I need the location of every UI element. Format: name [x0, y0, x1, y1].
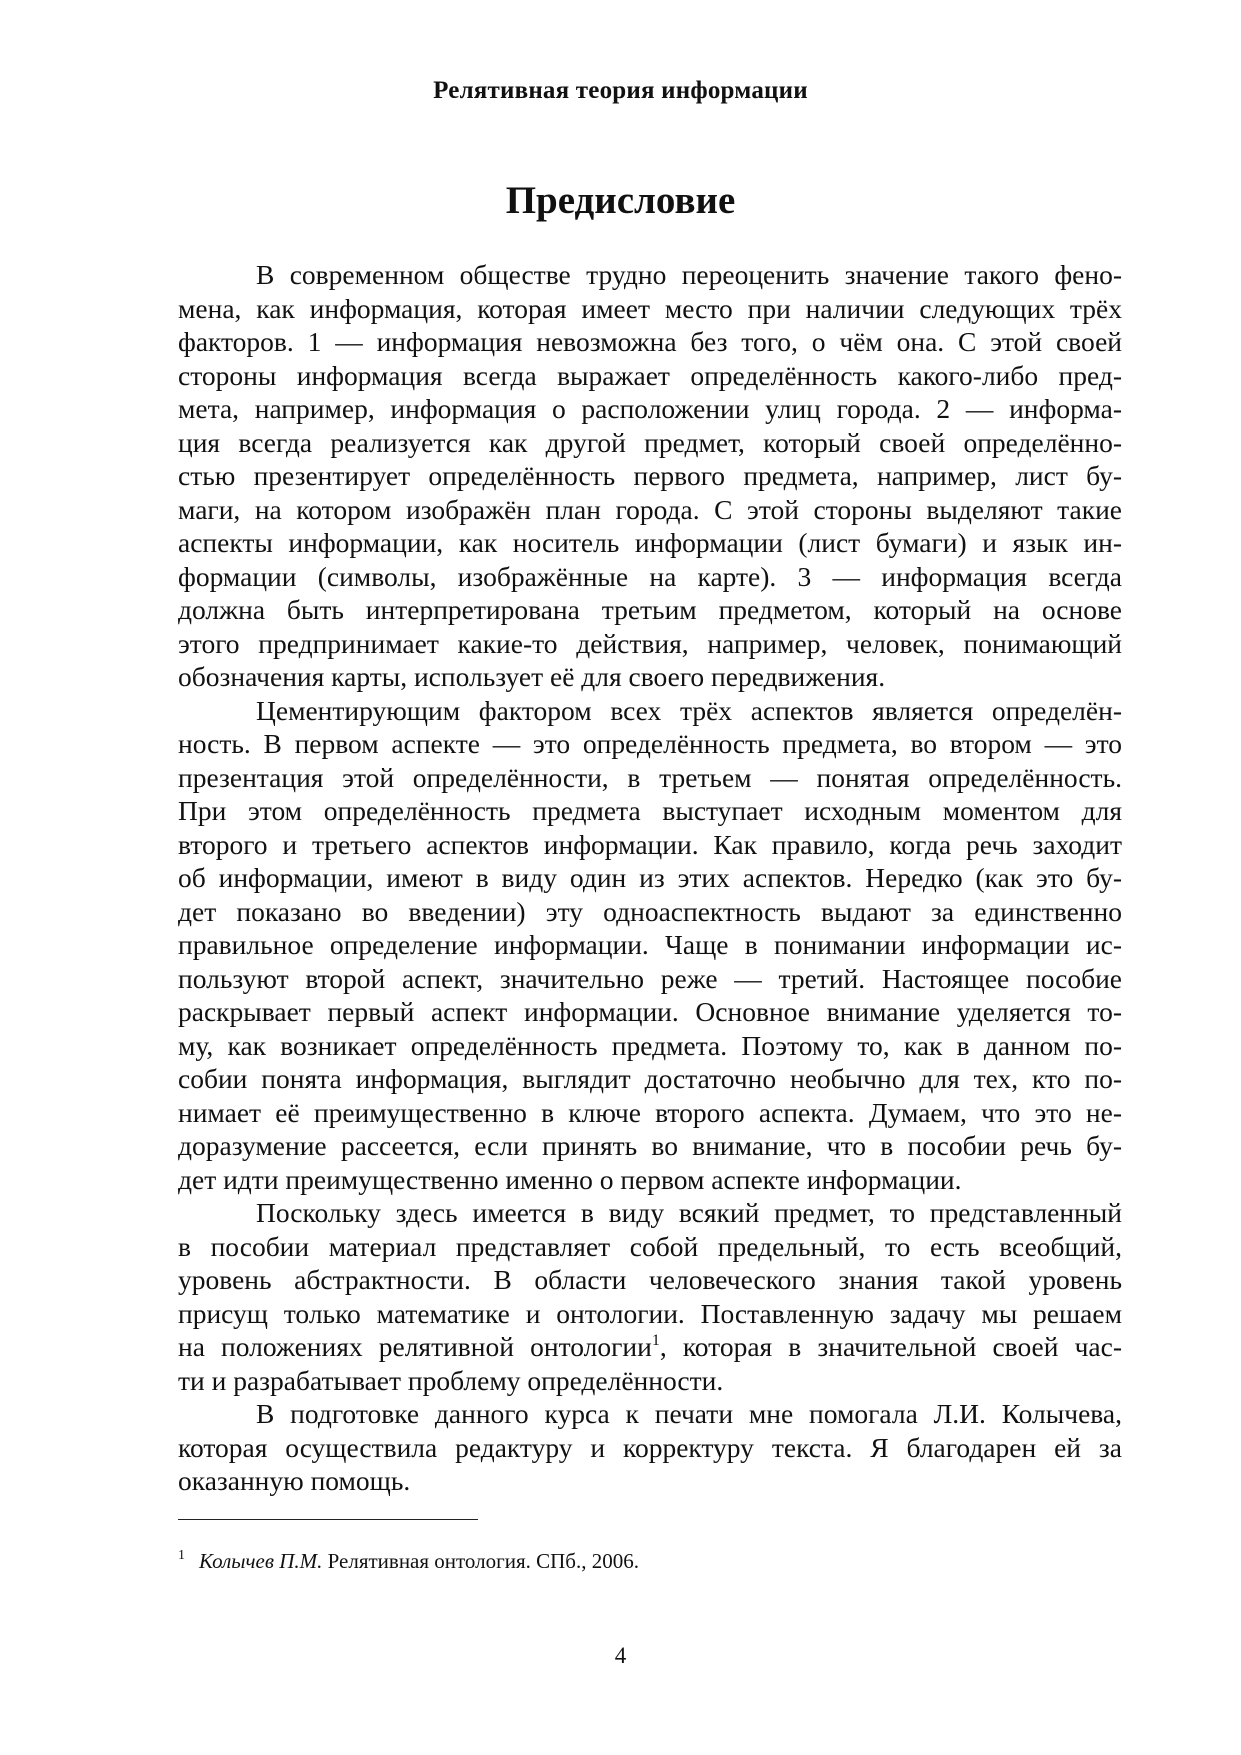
paragraph-line: доразумение рассеется, если принять во внимание, что в пособии речь бу-	[178, 1130, 1122, 1161]
paragraph-line: стороны информация всегда выражает определённость какого-либо пред-	[178, 359, 1122, 391]
paragraph-line: му, как возникает определённость предмета. Поэтому то, как в данном по-	[178, 1029, 1122, 1061]
note-line-end: , которая в значительной своей час-	[659, 1331, 1122, 1362]
main-text	[178, 258, 1122, 1498]
paragraph-line: раскрывает первый аспект информации. Основное внимание уделяется то-	[178, 996, 1122, 1027]
paragraph-line: ция всегда реализуется как другой предмет, который своей определённо-	[178, 426, 1122, 458]
paragraph-line: второго и третьего аспектов информации. Как правило, когда речь заходит	[178, 828, 1122, 860]
paragraph-line: мена, как информация, которая имеет место при наличии следующих трёх	[178, 292, 1122, 324]
paragraph-line: В современном обществе трудно переоценить значение такого фено-	[256, 259, 1122, 290]
paragraph-line: дет показано во введении) эту одноаспектность выдают за единственно	[178, 895, 1122, 927]
paragraph-line-with-note	[178, 1330, 1122, 1364]
paragraph-1	[178, 258, 1122, 694]
paragraph-line: пользуют второй аспект, значительно реже — третий. Настоящее пособие	[178, 962, 1122, 994]
paragraph-line: правильное определение информации. Чаще в понимании информации ис-	[178, 929, 1122, 960]
paragraph-line: Поскольку здесь имеется в виду всякий предмет, то представленный	[256, 1197, 1122, 1228]
footnote-reference[interactable]: 1	[651, 1332, 660, 1349]
paragraph-line: маги, на котором изображён план города. С этой стороны выделяют такие	[178, 493, 1122, 525]
chapter-title: Предисловие	[505, 179, 736, 222]
paragraph-line: Цементирующим фактором всех трёх аспектов является определён-	[256, 694, 1122, 726]
paragraph-line: которая осуществила редактуру и корректуру текста. Я благодарен ей за	[178, 1431, 1122, 1463]
paragraph-line: презентация этой определённости, в третьем — понятая определённость.	[178, 761, 1122, 793]
paragraph-line: оказанную помощь.	[178, 1465, 411, 1496]
page-number: 4	[614, 1643, 627, 1668]
paragraph-line: ность. В первом аспекте — это определённость предмета, во втором — это	[178, 728, 1122, 759]
paragraph-line: присущ только математике и онтологии. Поставленную задачу мы решаем	[178, 1297, 1122, 1329]
paragraph-line: При этом определённость предмета выступает исходным моментом для	[178, 795, 1122, 826]
footnote-divider	[178, 1519, 478, 1520]
paragraph-line: аспекты информации, как носитель информации (лист бумаги) и язык ин-	[178, 527, 1122, 558]
paragraph-line: ти и разрабатывает проблему определённости.	[178, 1364, 724, 1396]
footnote-marker: 1	[178, 1548, 185, 1563]
paragraph-line: обозначения карты, использует её для своего передвижения.	[178, 661, 886, 692]
paragraph-line: этого предпринимает какие-то действия, например, человек, понимающий	[178, 627, 1122, 659]
paragraph-line: формации (символы, изображённые на карте). 3 — информация всегда	[178, 560, 1122, 592]
paragraph-line: нимает её преимущественно в ключе второго аспекта. Думаем, что это не-	[178, 1096, 1122, 1128]
footnote-author: Колычев П.М.	[199, 1549, 323, 1573]
running-header: Релятивная теория информации	[433, 77, 808, 104]
paragraph-line: стью презентирует определённость первого предмета, например, лист бу-	[178, 460, 1122, 491]
paragraph-line: факторов. 1 — информация невозможна без того, о чём она. С этой своей	[178, 326, 1122, 357]
paragraph-2	[178, 694, 1122, 1197]
paragraph-line: дет идти преимущественно именно о первом аспекте информации.	[178, 1163, 962, 1195]
paragraph-line: мета, например, информация о расположении улиц города. 2 — информа-	[178, 393, 1122, 424]
paragraph-line: должна быть интерпретирована третьим предметом, который на основе	[178, 594, 1122, 625]
paragraph-3	[178, 1196, 1122, 1397]
paragraph-line: В подготовке данного курса к печати мне помогала Л.И. Колычева,	[256, 1398, 1122, 1429]
footnote	[178, 1548, 1122, 1574]
paragraph-line: собии понята информация, выглядит достаточно необычно для тех, кто по-	[178, 1063, 1122, 1094]
paragraph-line: уровень абстрактности. В области человеческого знания такой уровень	[178, 1264, 1122, 1295]
paragraph-line: в пособии материал представляет собой предельный, то есть всеобщий,	[178, 1230, 1122, 1262]
paragraph-4	[178, 1397, 1122, 1498]
footnote-text: Релятивная онтология. СПб., 2006.	[322, 1549, 639, 1573]
note-line-start: на положениях релятивной онтологии	[178, 1331, 652, 1362]
paragraph-line: об информации, имеют в виду один из этих аспектов. Нередко (как это бу-	[178, 862, 1122, 893]
